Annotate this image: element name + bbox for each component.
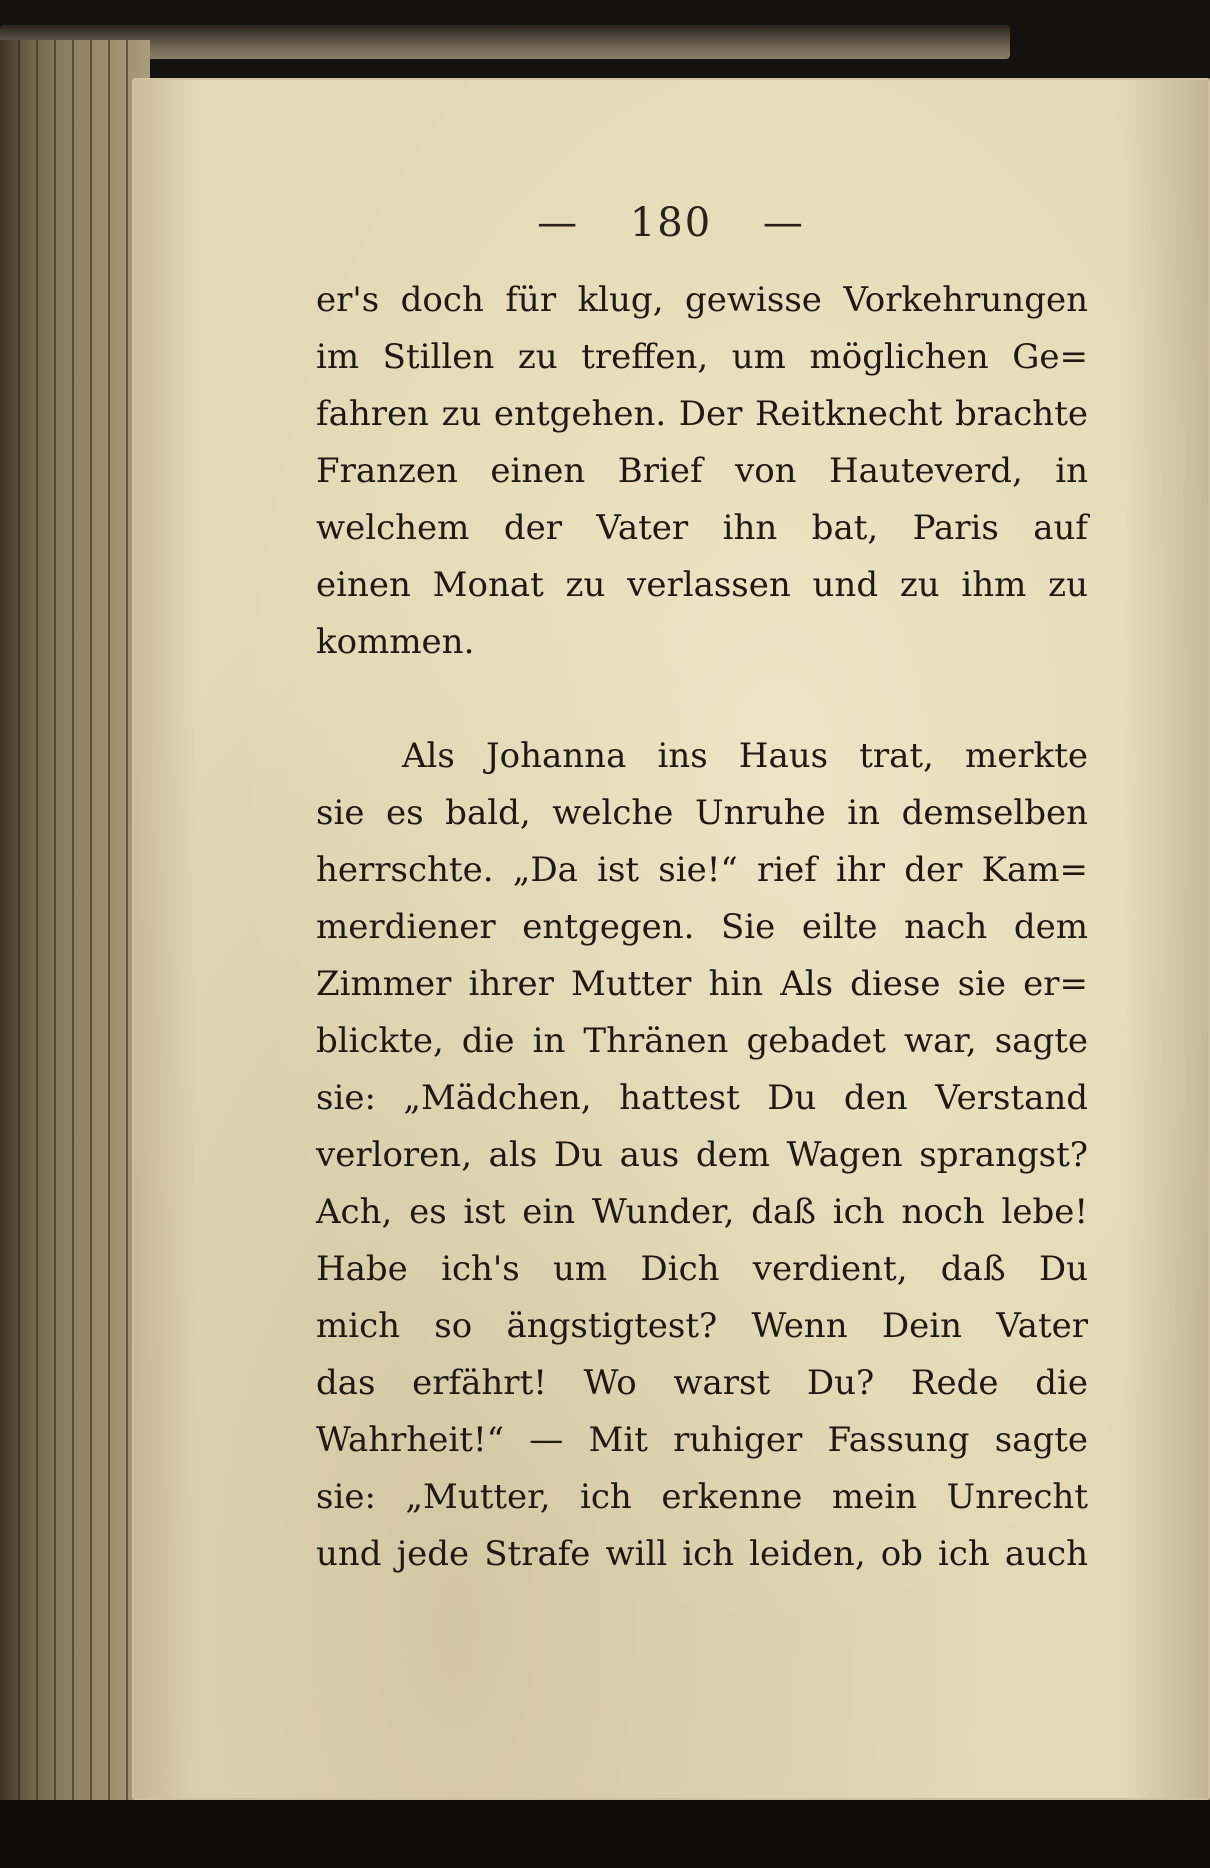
text-line: sie es bald, welche Unruhe in demselben bbox=[316, 793, 1088, 833]
text-line: Ach, es ist ein Wunder, daß ich noch lebe! bbox=[316, 1192, 1088, 1232]
text-line: einen Monat zu verlassen und zu ihm zu bbox=[316, 565, 1088, 605]
page-number: 180 bbox=[629, 200, 713, 246]
text-line: blickte, die in Thränen gebadet war, sagte bbox=[316, 1021, 1088, 1061]
text-line: Wahrheit!“ — Mit ruhiger Fassung sagte bbox=[316, 1420, 1088, 1460]
text-line: Franzen einen Brief von Hauteverd, in bbox=[316, 451, 1088, 491]
text-line: er's doch für klug, gewisse Vorkehrungen bbox=[316, 280, 1088, 320]
text-line: Als Johanna ins Haus trat, merkte bbox=[402, 736, 1088, 776]
header-dash-left: — bbox=[537, 200, 580, 246]
text-line: sie: „Mutter, ich erkenne mein Unrecht bbox=[316, 1477, 1088, 1517]
page-body-text bbox=[316, 272, 1088, 1583]
text-line: kommen. bbox=[316, 622, 475, 662]
text-line: herrschte. „Da ist sie!“ rief ihr der Kam= bbox=[316, 850, 1088, 890]
paragraph-gap bbox=[316, 671, 1088, 728]
text-line: Habe ich's um Dich verdient, daß Du bbox=[316, 1249, 1088, 1289]
text-line: fahren zu entgehen. Der Reitknecht brachte bbox=[316, 394, 1088, 434]
page-stack-edge bbox=[0, 40, 150, 1800]
background-shadow bbox=[0, 1800, 1210, 1868]
text-line: sie: „Mädchen, hattest Du den Verstand bbox=[316, 1078, 1088, 1118]
text-line: im Stillen zu treffen, um möglichen Ge= bbox=[316, 337, 1088, 377]
text-line: verloren, als Du aus dem Wagen sprangst? bbox=[316, 1135, 1088, 1175]
book-spine-top bbox=[0, 25, 1010, 59]
text-line: Zimmer ihrer Mutter hin Als diese sie er= bbox=[316, 964, 1088, 1004]
text-line: und jede Strafe will ich leiden, ob ich auch bbox=[316, 1534, 1088, 1574]
text-line: welchem der Vater ihn bat, Paris auf bbox=[316, 508, 1088, 548]
text-line: das erfährt! Wo warst Du? Rede die bbox=[316, 1363, 1088, 1403]
page-header bbox=[132, 200, 1210, 246]
header-dash-right: — bbox=[762, 200, 805, 246]
text-line: merdiener entgegen. Sie eilte nach dem bbox=[316, 907, 1088, 947]
text-line: mich so ängstigtest? Wenn Dein Vater bbox=[316, 1306, 1088, 1346]
